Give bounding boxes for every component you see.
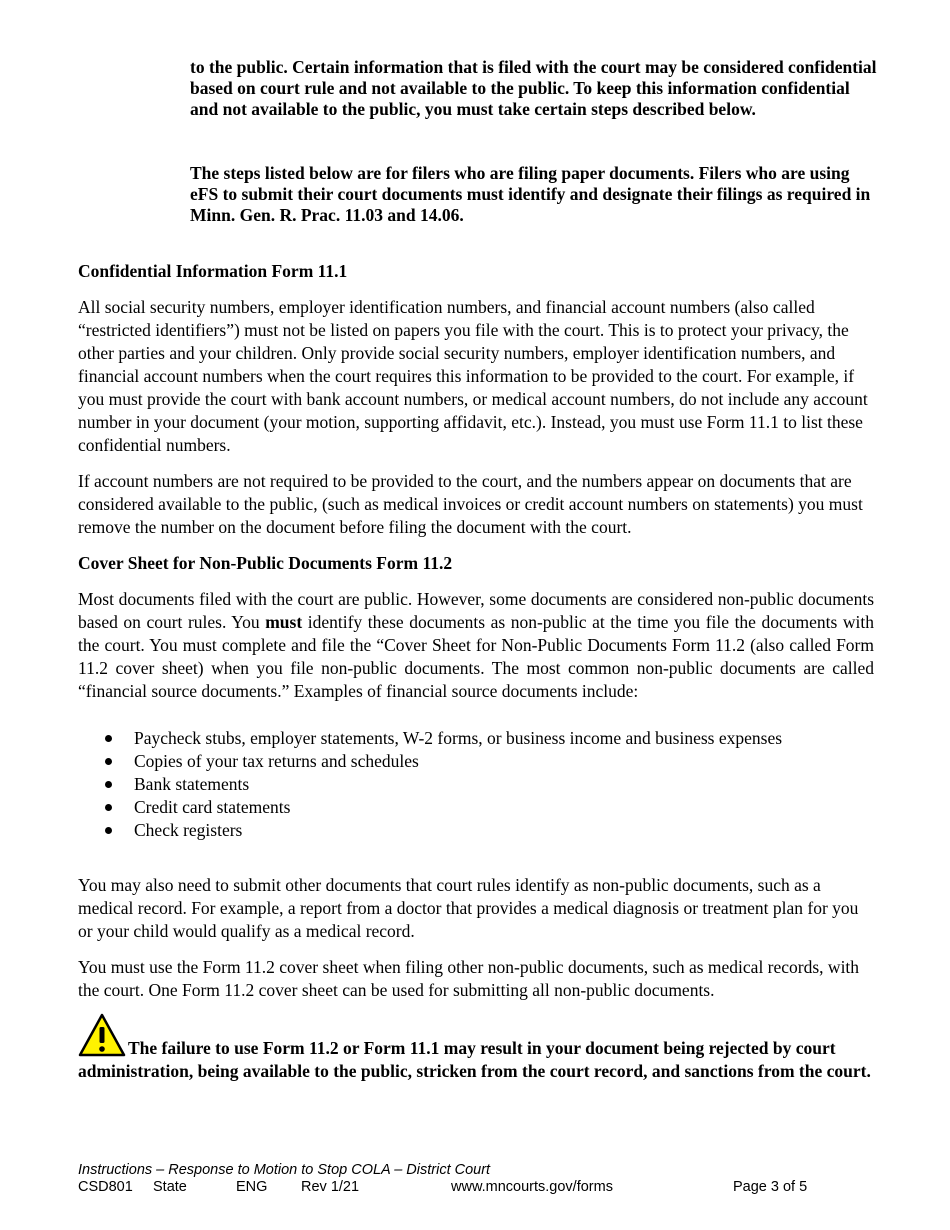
- intro-paragraph-1: to the public. Certain information that is filed with the court may be considered confidential based on court rule and not available to the public. To keep this information confidential and not available to the public, you must take certain steps described below.: [190, 57, 877, 119]
- list-item: [78, 796, 782, 819]
- bullet-icon: [105, 804, 112, 811]
- emphasis-must: must: [265, 612, 303, 632]
- footer-form-code: CSD801: [78, 1179, 133, 1195]
- list-item-text: Check registers: [134, 820, 243, 840]
- section2-paragraph-1: [78, 588, 874, 703]
- list-item: [78, 819, 782, 842]
- footer-info-row: [78, 1179, 878, 1196]
- list-item-text: Credit card statements: [134, 797, 291, 817]
- footer-jurisdiction: State: [153, 1179, 187, 1195]
- warning-text: The failure to use Form 11.2 or Form 11.1 may result in your document being rejected by court administration, being available to the public, stricken from the court record, and sanctions from the court.: [78, 1038, 871, 1081]
- text-run: Most documents filed with the court are public. However, some documents are considered non-public documents based on court rules. You: [78, 589, 874, 632]
- footer-page-number: Page 3 of 5: [733, 1179, 808, 1195]
- text-run: identify these documents as non-public at the time you file the documents with the court. You must complete and file the “Cover Sheet for Non-Public Documents Form 11.2 (also called Form 11.2 cover sheet) when you file non-public documents. The most common non-public documents are called “financial source documents.” Examples of financial source documents include:: [78, 612, 874, 701]
- footer-revision: Rev 1/21: [301, 1179, 360, 1195]
- warning-triangle-icon: [78, 1012, 126, 1058]
- section1-paragraph-2: If account numbers are not required to be provided to the court, and the numbers appear on documents that are considered available to the public, (such as medical invoices or credit account numbers on statements) you must remove the number on the document before filing the document with the court.: [78, 471, 863, 537]
- footer-title: Instructions – Response to Motion to Stop COLA – District Court: [78, 1162, 491, 1178]
- list-item: [78, 727, 782, 750]
- warning-notice: [78, 1012, 878, 1083]
- footer-language: ENG: [236, 1179, 268, 1195]
- bullet-icon: [105, 758, 112, 765]
- intro-paragraph-2: The steps listed below are for filers who are filing paper documents. Filers who are using eFS to submit their court documents must identify and designate their filings as required in Minn. Gen. R. Prac. 11.03 and 14.06.: [190, 163, 871, 225]
- page-footer: [78, 1162, 878, 1196]
- section1-paragraph-1: All social security numbers, employer identification numbers, and financial account numbers (also called “restricted identifiers”) must not be listed on papers you file with the court. This is to protect your privacy, the other parties and your children. Only provide social security numbers, employer identification numbers, and financial account numbers when the court requires this information to be provided to the court. For example, if you must provide the court with bank account numbers, or medical account numbers, do not include any account number in your document (your motion, supporting affidavit, etc.). Instead, you must use Form 11.1 to list these confidential numbers.: [78, 297, 868, 455]
- section2-paragraph-2: You may also need to submit other documents that court rules identify as non-public documents, such as a medical record. For example, a report from a doctor that provides a medical diagnosis or treatment plan for you or your child would qualify as a medical record.: [78, 875, 859, 941]
- section-heading-form-11-2: Cover Sheet for Non-Public Documents Form 11.2: [78, 553, 453, 573]
- list-item: [78, 773, 782, 796]
- list-item-text: Paycheck stubs, employer statements, W-2 forms, or business income and business expenses: [134, 728, 783, 748]
- list-item: [78, 750, 782, 773]
- bullet-icon: [105, 781, 112, 788]
- list-item-text: Bank statements: [134, 774, 250, 794]
- section2-paragraph-3: You must use the Form 11.2 cover sheet when filing other non-public documents, such as medical records, with the court. One Form 11.2 cover sheet can be used for submitting all non-public documents.: [78, 957, 860, 1000]
- bullet-icon: [105, 827, 112, 834]
- financial-documents-list: [78, 727, 782, 842]
- bullet-icon: [105, 735, 112, 742]
- section-heading-form-11-1: Confidential Information Form 11.1: [78, 261, 348, 281]
- footer-website[interactable]: www.mncourts.gov/forms: [451, 1179, 613, 1195]
- list-item-text: Copies of your tax returns and schedules: [134, 751, 419, 771]
